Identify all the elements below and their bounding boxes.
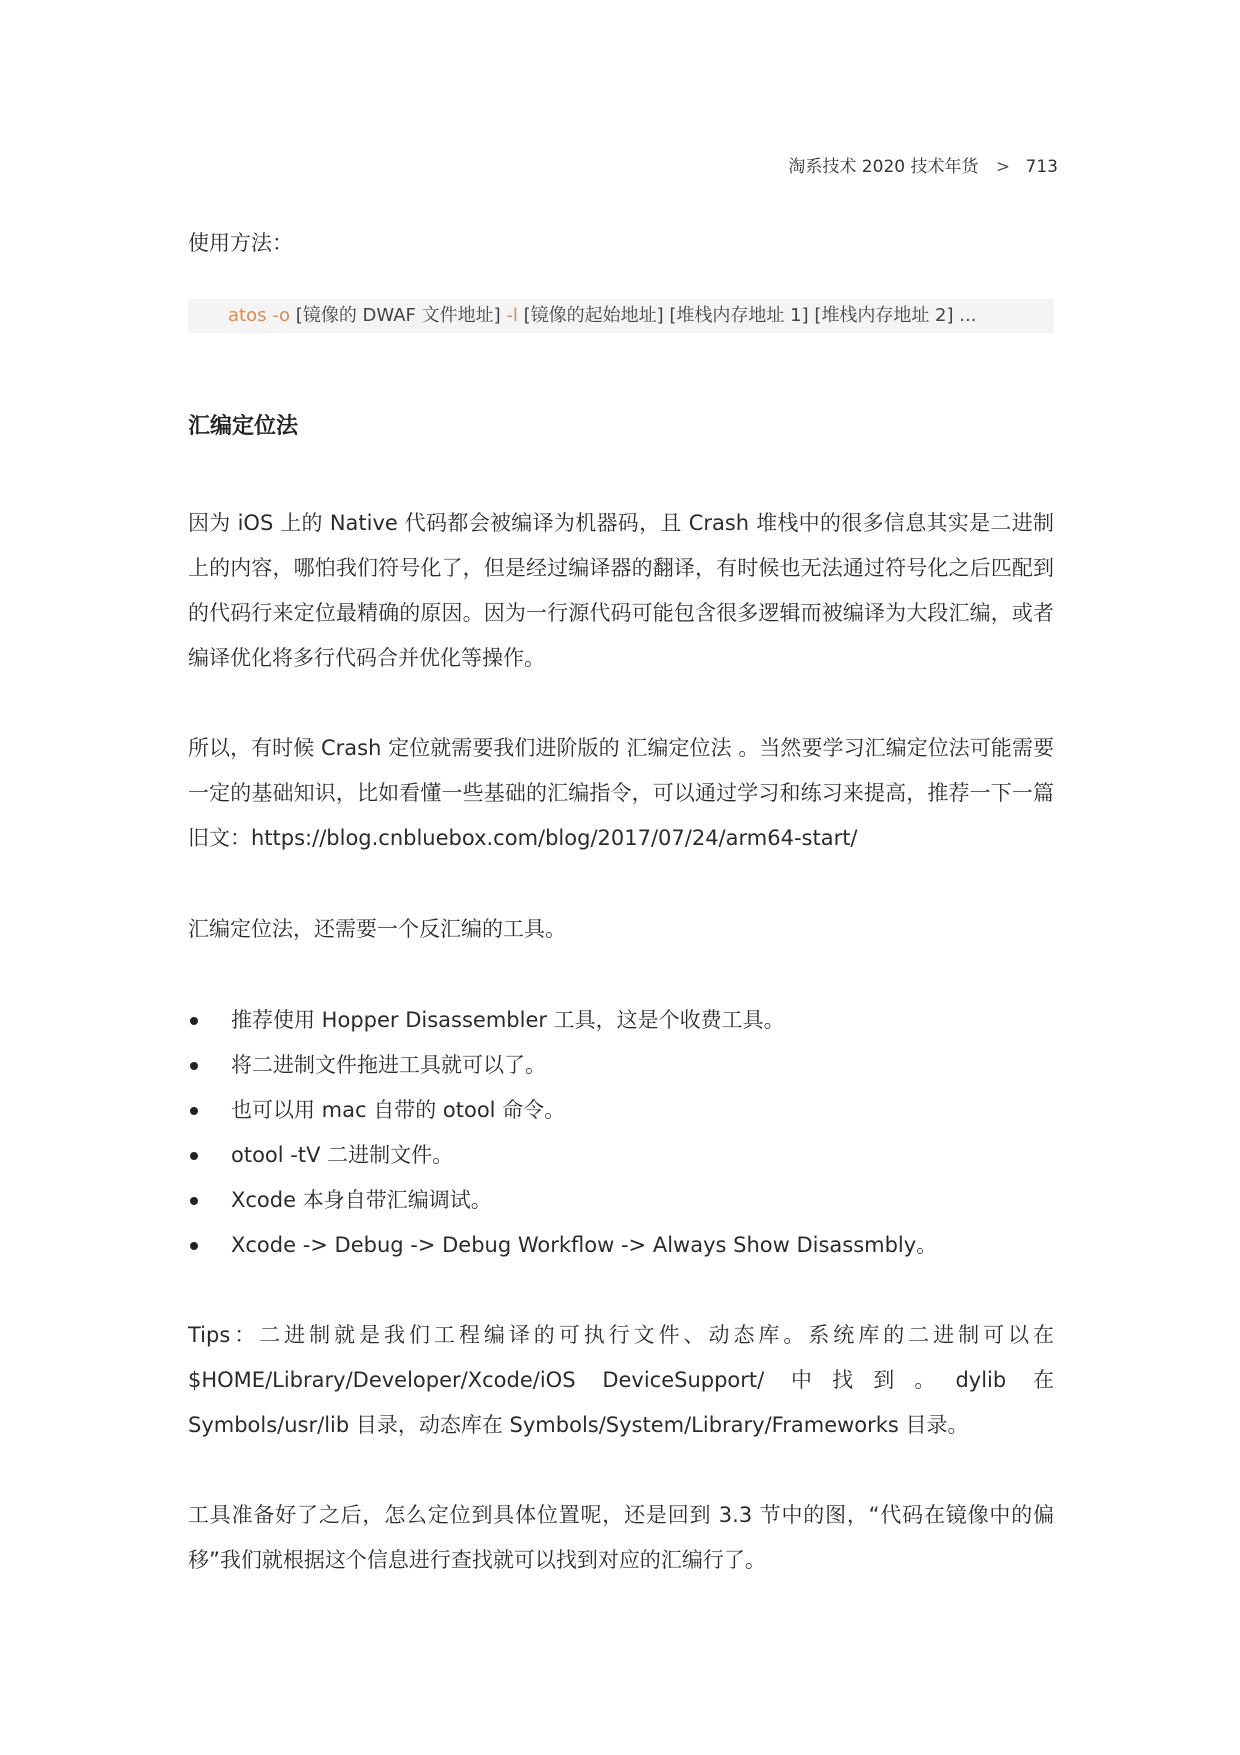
list-item (188, 1178, 1054, 1223)
bullet-dot-icon (190, 1107, 198, 1115)
code-arg-o: [镜像的 DWAF 文件地址] (295, 305, 501, 326)
running-header (788, 152, 1058, 177)
list-item (188, 1133, 1054, 1178)
paragraph-native-code: 因为 iOS 上的 Native 代码都会被编译为机器码，且 Crash 堆栈中的很多信息其实是二进制上的内容，哪怕我们符号化了，但是经过编译器的翻译，有时候也无法通过符号化之后匹配到的代码行来定位最精确的原因。因为一行源代码可能包含很多逻辑而被编译为大段汇编，或者编译优化将多行代码合并优化等操作。 (188, 511, 1054, 670)
bullet-dot-icon (190, 1062, 198, 1070)
section-title: 汇编定位法 (188, 414, 299, 439)
list-item-text: Xcode -> Debug -> Debug Workflow -> Always Show Disassmbly。 (231, 1233, 938, 1257)
bullet-dot-icon (190, 1197, 198, 1205)
code-flag-l: -l (506, 305, 518, 326)
list-item-text: 也可以用 mac 自带的 otool 命令。 (231, 1098, 566, 1122)
code-arg-l: [镜像的起始地址] [堆栈内存地址 1] [堆栈内存地址 2] ... (523, 305, 977, 326)
paragraph-assembly-method: 所以，有时候 Crash 定位就需要我们进阶版的 汇编定位法 。当然要学习汇编定位法可能需要一定的基础知识，比如看懂一些基础的汇编指令，可以通过学习和练习来提高，推荐一下一篇旧文：https://blog.cnbluebox.com/blog/2017/07/24/arm64-start/ (188, 736, 1054, 850)
usage-intro: 使用方法： (188, 231, 293, 255)
paragraph-disassembler-needed: 汇编定位法，还需要一个反汇编的工具。 (188, 917, 566, 941)
page-content (188, 225, 1054, 1583)
bullet-dot-icon (190, 1017, 198, 1025)
list-item-text: 将二进制文件拖进工具就可以了。 (231, 1053, 546, 1077)
list-item-text: 推荐使用 Hopper Disassembler 工具，这是个收费工具。 (231, 1008, 785, 1032)
list-item-text: Xcode 本身自带汇编调试。 (231, 1188, 492, 1212)
list-item (188, 1223, 1054, 1268)
bullet-dot-icon (190, 1242, 198, 1250)
book-title: 淘系技术 2020 技术年货 (788, 157, 979, 177)
code-command: atos (228, 305, 267, 326)
list-item-text: otool -tV 二进制文件。 (231, 1143, 454, 1167)
header-separator: > (995, 157, 1011, 177)
list-item (188, 1043, 1054, 1088)
paragraph-tips: Tips：二进制就是我们工程编译的可执行文件、动态库。系统库的二进制可以在 $HOME/Library/Developer/Xcode/iOS DeviceSupport/ 中找到。dylib 在 Symbols/usr/lib 目录，动态库在 Symbols/System/Library/Frameworks 目录。 (188, 1323, 1054, 1437)
code-flag-o: -o (272, 305, 291, 326)
tool-list (188, 998, 1054, 1268)
paragraph-locate-offset: 工具准备好了之后，怎么定位到具体位置呢，还是回到 3.3 节中的图，“代码在镜像中的偏移”我们就根据这个信息进行查找就可以找到对应的汇编行了。 (188, 1503, 1054, 1572)
list-item (188, 998, 1054, 1043)
bullet-dot-icon (190, 1152, 198, 1160)
code-block (188, 299, 1054, 333)
page-number: 713 (1025, 157, 1058, 177)
list-item (188, 1088, 1054, 1133)
